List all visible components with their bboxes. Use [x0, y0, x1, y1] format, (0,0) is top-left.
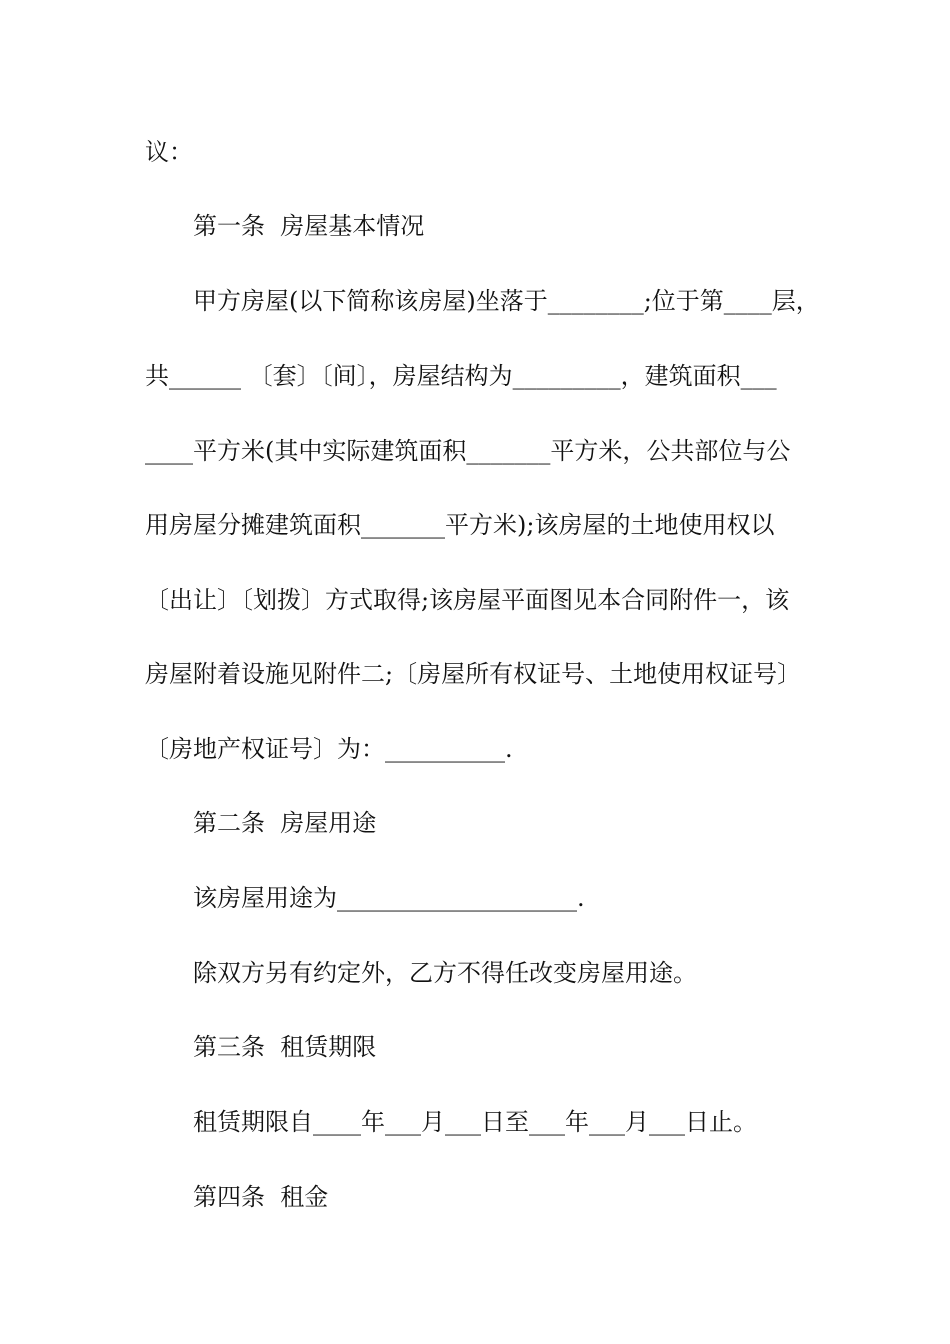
text-line: 房屋附着设施见附件二;〔房屋所有权证号、土地使用权证号〕	[145, 660, 802, 688]
text-line: 租赁期限自____年___月___日至___年___月___日止。	[193, 1108, 757, 1136]
text-line: 〔房地产权证号〕为：__________.	[145, 735, 513, 763]
section-heading: 第四条 租金	[193, 1183, 329, 1211]
text-line: 共______ 〔套〕〔间〕，房屋结构为_________，建筑面积___	[145, 362, 777, 390]
text-line: ____平方米(其中实际建筑面积_______平方米，公共部位与公	[145, 437, 791, 465]
text-line: 该房屋用途为____________________.	[193, 884, 585, 912]
section-heading: 第二条 房屋用途	[193, 809, 377, 837]
text-line: 〔出让〕〔划拨〕方式取得;该房屋平面图见本合同附件一，该	[145, 586, 790, 614]
text-line: 议：	[145, 138, 193, 166]
text-line: 甲方房屋(以下简称该房屋)坐落于________;位于第____层，	[193, 287, 820, 315]
text-line: 除双方另有约定外，乙方不得任改变房屋用途。	[193, 959, 697, 987]
section-heading: 第三条 租赁期限	[193, 1033, 377, 1061]
section-heading: 第一条 房屋基本情况	[193, 212, 425, 240]
text-line: 用房屋分摊建筑面积_______平方米);该房屋的土地使用权以	[145, 511, 775, 539]
